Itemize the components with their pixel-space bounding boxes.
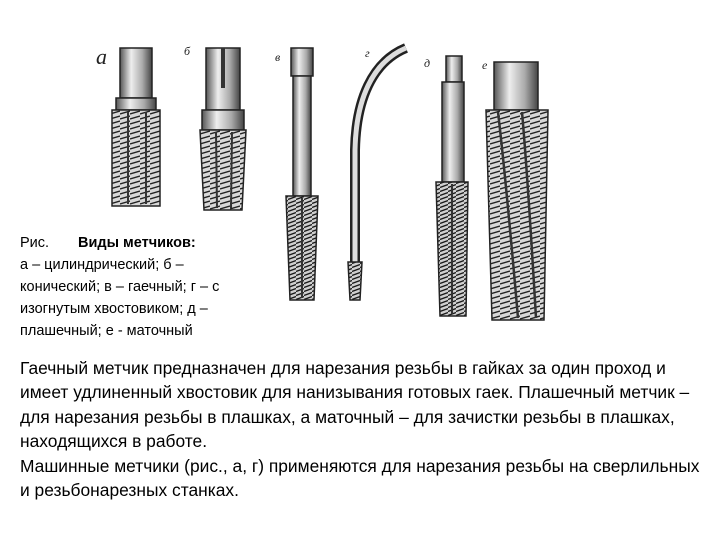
tap-a-cylindrical — [112, 48, 160, 206]
tap-v-nut — [286, 48, 318, 300]
tap-g-bent-shank — [348, 48, 406, 300]
tap-d-die — [436, 56, 468, 316]
tap-b-conical — [200, 48, 246, 210]
caption-prefix: Рис. — [20, 235, 50, 251]
description-paragraph-1: Гаечный метчик предназначен для нарезания резьбы в гайках за один проход и имеет удлиненный хвостовик для нанизывания готовых гаек. Плашечный метчик – для нарезания резьбы в плашках, а маточный – для зачистки резьбы в плашках, находящихся в работе. — [20, 358, 690, 452]
figure-label-a: а — [96, 44, 107, 69]
tap-e-master — [486, 62, 548, 320]
figure-label-v: в — [275, 50, 281, 64]
caption-line-1: а – цилиндрический; б – — [20, 257, 184, 273]
figure-caption — [20, 232, 265, 342]
figure-label-e: е — [482, 58, 488, 72]
figure-label-d: д — [424, 56, 431, 70]
figure-label-g: г — [365, 46, 370, 60]
caption-heading — [20, 232, 265, 254]
description-paragraph-2: Машинные метчики (рис., а, г) применяются для нарезания резьбы на сверлильных и резьбонарезных станках. — [20, 455, 700, 501]
figure-label-b: б — [184, 44, 191, 58]
caption-line-3: изогнутым хвостовиком; д – — [20, 301, 208, 317]
description-text — [20, 356, 705, 502]
caption-title: Виды метчиков: — [78, 235, 196, 251]
caption-line-2: конический; в – гаечный; г – с — [20, 279, 220, 295]
caption-line-4: плашечный; е - маточный — [20, 323, 193, 339]
